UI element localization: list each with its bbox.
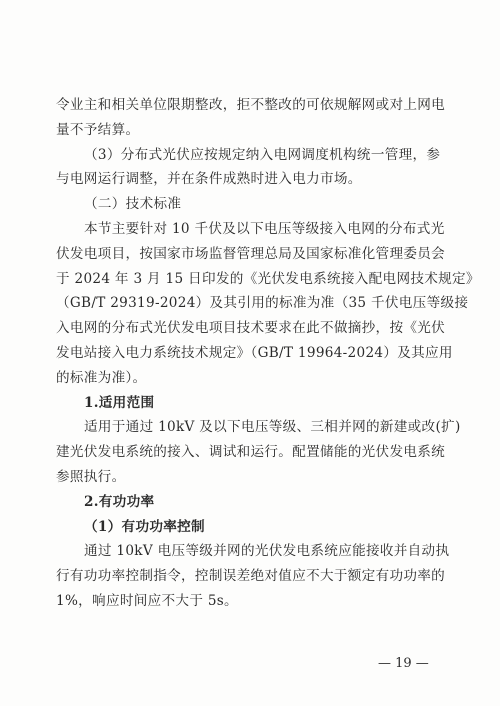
page-number: — 19 — (378, 656, 429, 671)
text-line: 本节主要针对 10 千伏及以下电压等级接入电网的分布式光 (84, 221, 445, 237)
text-line: 于 2024 年 3 月 15 日印发的《光伏发电系统接入配电网技术规定》 (56, 270, 480, 287)
text-line: （3）分布式光伏应按规定纳入电网调度机构统一管理，参 (84, 146, 441, 163)
text-line: （GB/T 29319-2024）及其引用的标准为准（35 千伏电压等级接 (56, 295, 469, 312)
text-line: 行有功功率控制指令，控制误差绝对值应不大于额定有功功率的 (56, 568, 446, 585)
subsection-heading: （1）有功功率控制 (84, 518, 205, 535)
text-line: 1%，响应时间应不大于 5s。 (56, 593, 238, 609)
text-line: 与电网运行调整，并在条件成熟时进入电力市场。 (56, 171, 362, 188)
section-heading: （二）技术标准 (84, 196, 182, 213)
text-line: 通过 10kV 电压等级并网的光伏发电系统应能接收并自动执 (84, 543, 450, 560)
text-line: 发电站接入电力系统技术规定》（GB/T 19964-2024）及其应用 (56, 345, 453, 361)
text-line: 伏发电项目，按国家市场监督管理总局及国家标准化管理委员会 (56, 245, 446, 262)
text-line: 令业主和相关单位限期整改，拒不整改的可依规解网或对上网电 (56, 97, 446, 113)
text-line: 入电网的分布式光伏发电项目技术要求在此不做摘抄，按《光伏 (56, 320, 446, 337)
subsection-heading: 2.有功功率 (84, 493, 155, 510)
text-line: 建光伏发电系统的接入、调试和运行。配置储能的光伏发电系统 (56, 444, 446, 461)
subsection-heading: 1.适用范围 (84, 394, 155, 411)
text-line: 适用于通过 10kV 及以下电压等级、三相并网的新建或改(扩) (84, 419, 461, 436)
text-line: 量不予结算。 (56, 121, 140, 138)
text-line: 参照执行。 (56, 469, 126, 485)
text-line: 的标准为准）。 (56, 369, 147, 386)
